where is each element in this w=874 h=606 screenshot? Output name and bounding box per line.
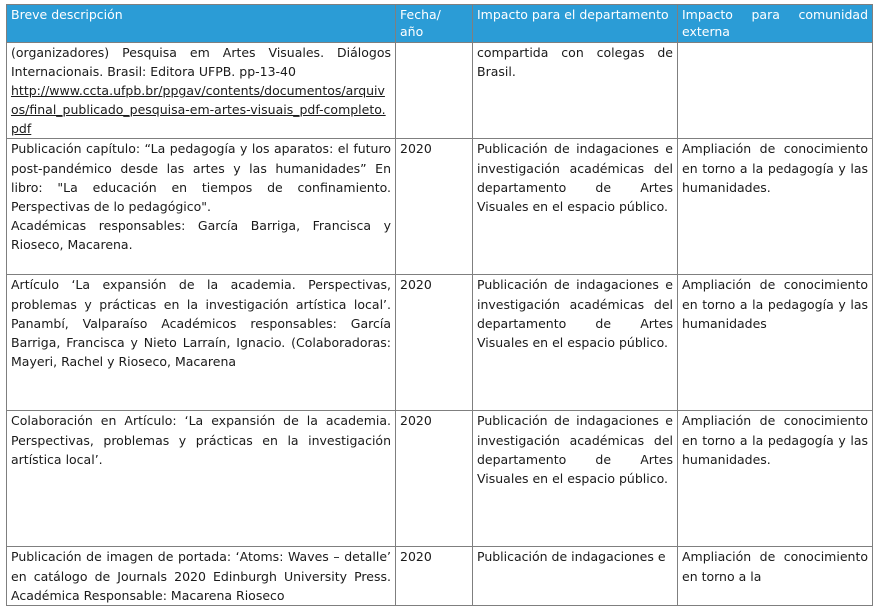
header-external-impact: Impacto para comunidad externa xyxy=(678,5,873,43)
table-row xyxy=(7,43,873,139)
row4-description: Publicación de imagen de portada: ‘Atoms: Waves – detalle’ en catálogo de Journals 2020 Edinburgh University Press. Académica Responsable: Macarena Rioseco xyxy=(7,547,396,605)
row2-external-impact: Ampliación de conocimiento en torno a la pedagogía y las humanidades xyxy=(678,275,873,411)
table-row xyxy=(7,275,873,411)
row0-link[interactable]: http://www.ccta.ufpb.br/ppgav/contents/documentos/arquivos/final_publicado_pesquisa-em-artes-visuais_pdf-completo.pdf xyxy=(11,83,386,137)
row1-year: 2020 xyxy=(396,139,473,275)
table-row xyxy=(7,411,873,547)
row2-year: 2020 xyxy=(396,275,473,411)
row0-desc-text: (organizadores) Pesquisa em Artes Visuales. Diálogos Internacionais. Brasil: Editora UFPB. pp-13-40 xyxy=(11,45,391,80)
row3-external-impact: Ampliación de conocimiento en torno a la pedagogía y las humanidades. xyxy=(678,411,873,547)
header-row xyxy=(7,5,873,43)
header-date: Fecha/ año xyxy=(396,5,473,43)
row0-year xyxy=(396,43,473,139)
row2-description: Artículo ‘La expansión de la academia. Perspectivas, problemas y prácticas en la investigación artística local’. Panambí, Valparaíso Académicos responsables: García Barriga, Francisca y Nieto Larraín, Ignacio. (Colaboradoras: Mayeri, Rachel y Rioseco, Macarena xyxy=(7,275,396,411)
row1-external-impact: Ampliación de conocimiento en torno a la pedagogía y las humanidades. xyxy=(678,139,873,275)
row3-dept-impact: Publicación de indagaciones e investigación académicas del departamento de Artes Visuales en el espacio público. xyxy=(473,411,678,547)
row1-desc-title: Publicación capítulo: “La pedagogía y los aparatos: el futuro post-pandémico desde las artes y las humanidades” En libro: "La educación en tiempos de confinamiento. Perspectivas de lo pedagógico". xyxy=(11,141,391,214)
row0-description xyxy=(7,43,396,139)
row2-dept-impact: Publicación de indagaciones e investigación académicas del departamento de Artes Visuales en el espacio público. xyxy=(473,275,678,411)
row3-year: 2020 xyxy=(396,411,473,547)
header-dept-impact: Impacto para el departamento xyxy=(473,5,678,43)
row0-external-impact xyxy=(678,43,873,139)
row0-dept-impact: compartida con colegas de Brasil. xyxy=(473,43,678,139)
row4-year: 2020 xyxy=(396,547,473,605)
row3-description: Colaboración en Artículo: ‘La expansión de la academia. Perspectivas, problemas y prácticas en la investigación artística local’. xyxy=(7,411,396,547)
row4-external-impact: Ampliación de conocimiento en torno a la xyxy=(678,547,873,605)
table-row xyxy=(7,547,873,605)
activities-table xyxy=(6,4,873,606)
row4-dept-impact: Publicación de indagaciones e xyxy=(473,547,678,605)
table-row xyxy=(7,139,873,275)
row1-desc-resp: Académicas responsables: García Barriga, Francisca y Rioseco, Macarena. xyxy=(11,217,391,252)
header-description: Breve descripción xyxy=(7,5,396,43)
row1-description xyxy=(7,139,396,275)
row1-dept-impact: Publicación de indagaciones e investigación académicas del departamento de Artes Visuales en el espacio público. xyxy=(473,139,678,275)
